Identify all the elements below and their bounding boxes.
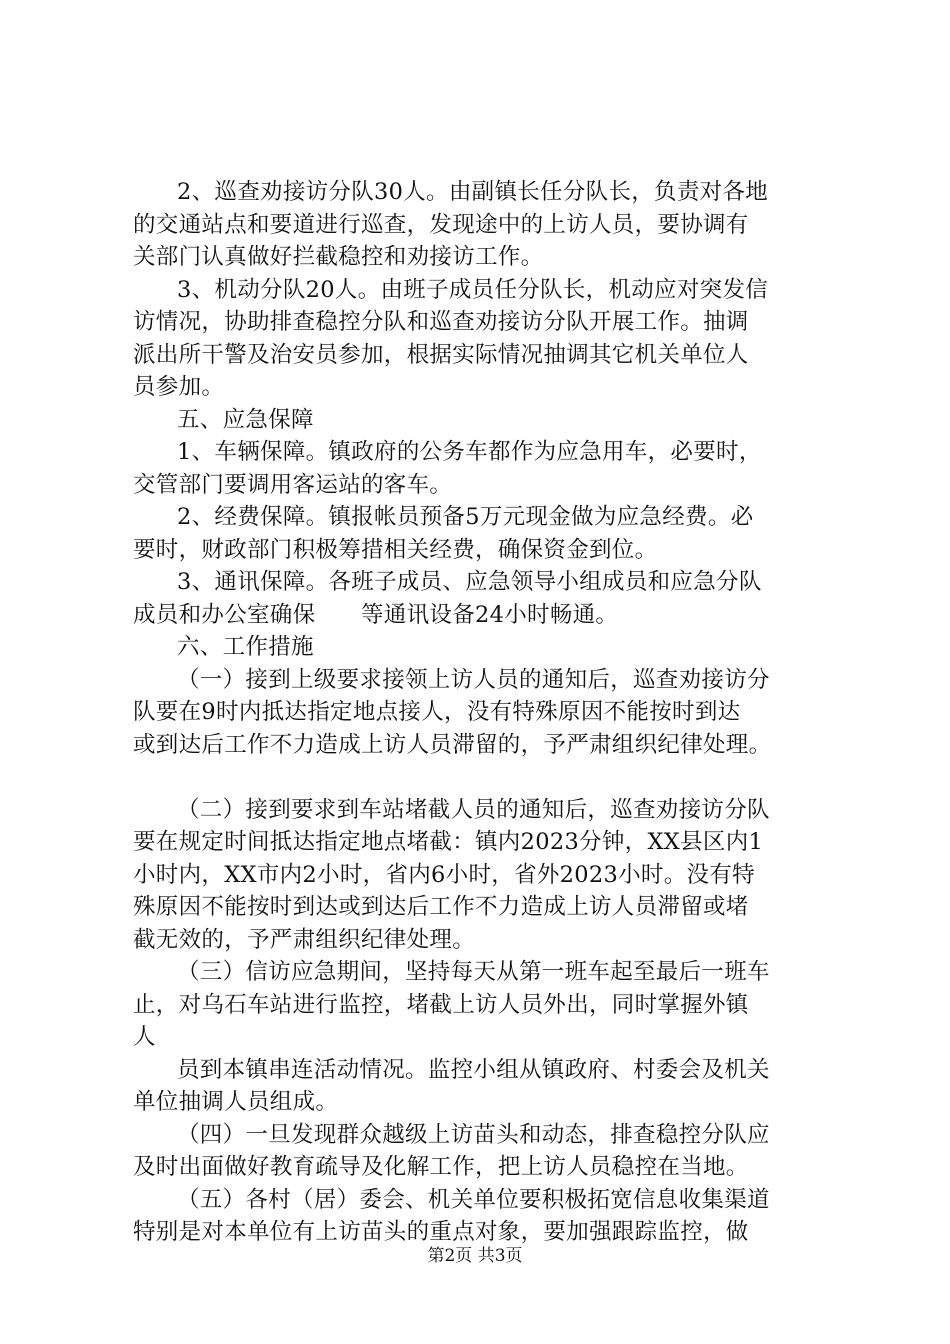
paragraph-line: 关部门认真做好拦截稳控和劝接访工作。 (133, 244, 544, 270)
paragraph-line: 1、车辆保障。镇政府的公务车都作为应急用车，必要时， (177, 439, 762, 465)
paragraph-line: 3、通讯保障。各班子成员、应急领导小组成员和应急分队 (177, 569, 762, 595)
paragraph-line: 或到达后工作不力造成上访人员滞留的，予严肃组织纪律处理。 (133, 731, 772, 758)
paragraph-line: 访情况，协助排查稳控分队和巡查劝接访分队开展工作。抽调 (133, 309, 749, 335)
paragraph-line: （三）信访应急期间，坚持每天从第一班车起至最后一班车 (177, 959, 770, 985)
document-body (133, 176, 823, 1249)
paragraph-line: 成员和办公室确保 等通讯设备24小时畅通。 (133, 601, 619, 628)
paragraph-line: 员参加。 (133, 374, 225, 400)
page-number: 第2页 共3页 (427, 1246, 523, 1266)
paragraph-line: （五）各村（居）委会、机关单位要积极拓宽信息收集渠道 (177, 1186, 770, 1213)
paragraph-line: 及时出面做好教育疏导及化解工作，把上访人员稳控在当地。 (133, 1154, 749, 1180)
paragraph-line: 单位抽调人员组成。 (133, 1089, 339, 1115)
paragraph-line: （二）接到要求到车站堵截人员的通知后，巡查劝接访分队 (177, 796, 770, 823)
paragraph-line: 派出所干警及治安员参加，根据实际情况抽调其它机关单位人 (133, 341, 749, 368)
section-heading: 五、应急保障 (177, 406, 314, 433)
paragraph-line: 殊原因不能按时到达或到达后工作不力造成上访人员滞留或堵 (133, 894, 749, 920)
paragraph-line: 小时内，XX市内2小时，省内6小时，省外2023小时。没有特 (133, 861, 755, 888)
paragraph-line: 2、经费保障。镇报帐员预备5万元现金做为应急经费。必 (177, 504, 754, 530)
paragraph-line: 交管部门要调用客运站的客车。 (133, 471, 453, 498)
paragraph-line: （一）接到上级要求接领上访人员的通知后，巡查劝接访分 (177, 666, 770, 693)
blank-line (133, 761, 823, 794)
paragraph-line: 止，对乌石车站进行监控，堵截上访人员外出，同时掌握外镇 (133, 991, 749, 1018)
paragraph-line: 队要在9时内抵达指定地点接人，没有特殊原因不能按时到达 (133, 699, 741, 725)
paragraph-line: 截无效的，予严肃组织纪律处理。 (133, 926, 476, 953)
paragraph-line: 人 (133, 1024, 156, 1050)
section-heading: 六、工作措施 (177, 634, 314, 660)
paragraph-line: 的交通站点和要道进行巡查，发现途中的上访人员，要协调有 (133, 211, 749, 238)
paragraph-line: （四）一旦发现群众越级上访苗头和动态，排查稳控分队应 (177, 1121, 770, 1148)
paragraph-line: 要时，财政部门积极筹措相关经费，确保资金到位。 (133, 536, 658, 563)
paragraph-line: 特别是对本单位有上访苗头的重点对象，要加强跟踪监控，做 (133, 1219, 749, 1245)
paragraph-line: 2、巡查劝接访分队30人。由副镇长任分队长，负责对各地 (177, 179, 769, 205)
paragraph-line: 要在规定时间抵达指定地点堵截：镇内2023分钟，XX县区内1 (133, 829, 764, 855)
paragraph-line: 员到本镇串连活动情况。监控小组从镇政府、村委会及机关 (177, 1056, 770, 1083)
paragraph-line: 3、机动分队20人。由班子成员任分队长，机动应对突发信 (177, 276, 769, 303)
